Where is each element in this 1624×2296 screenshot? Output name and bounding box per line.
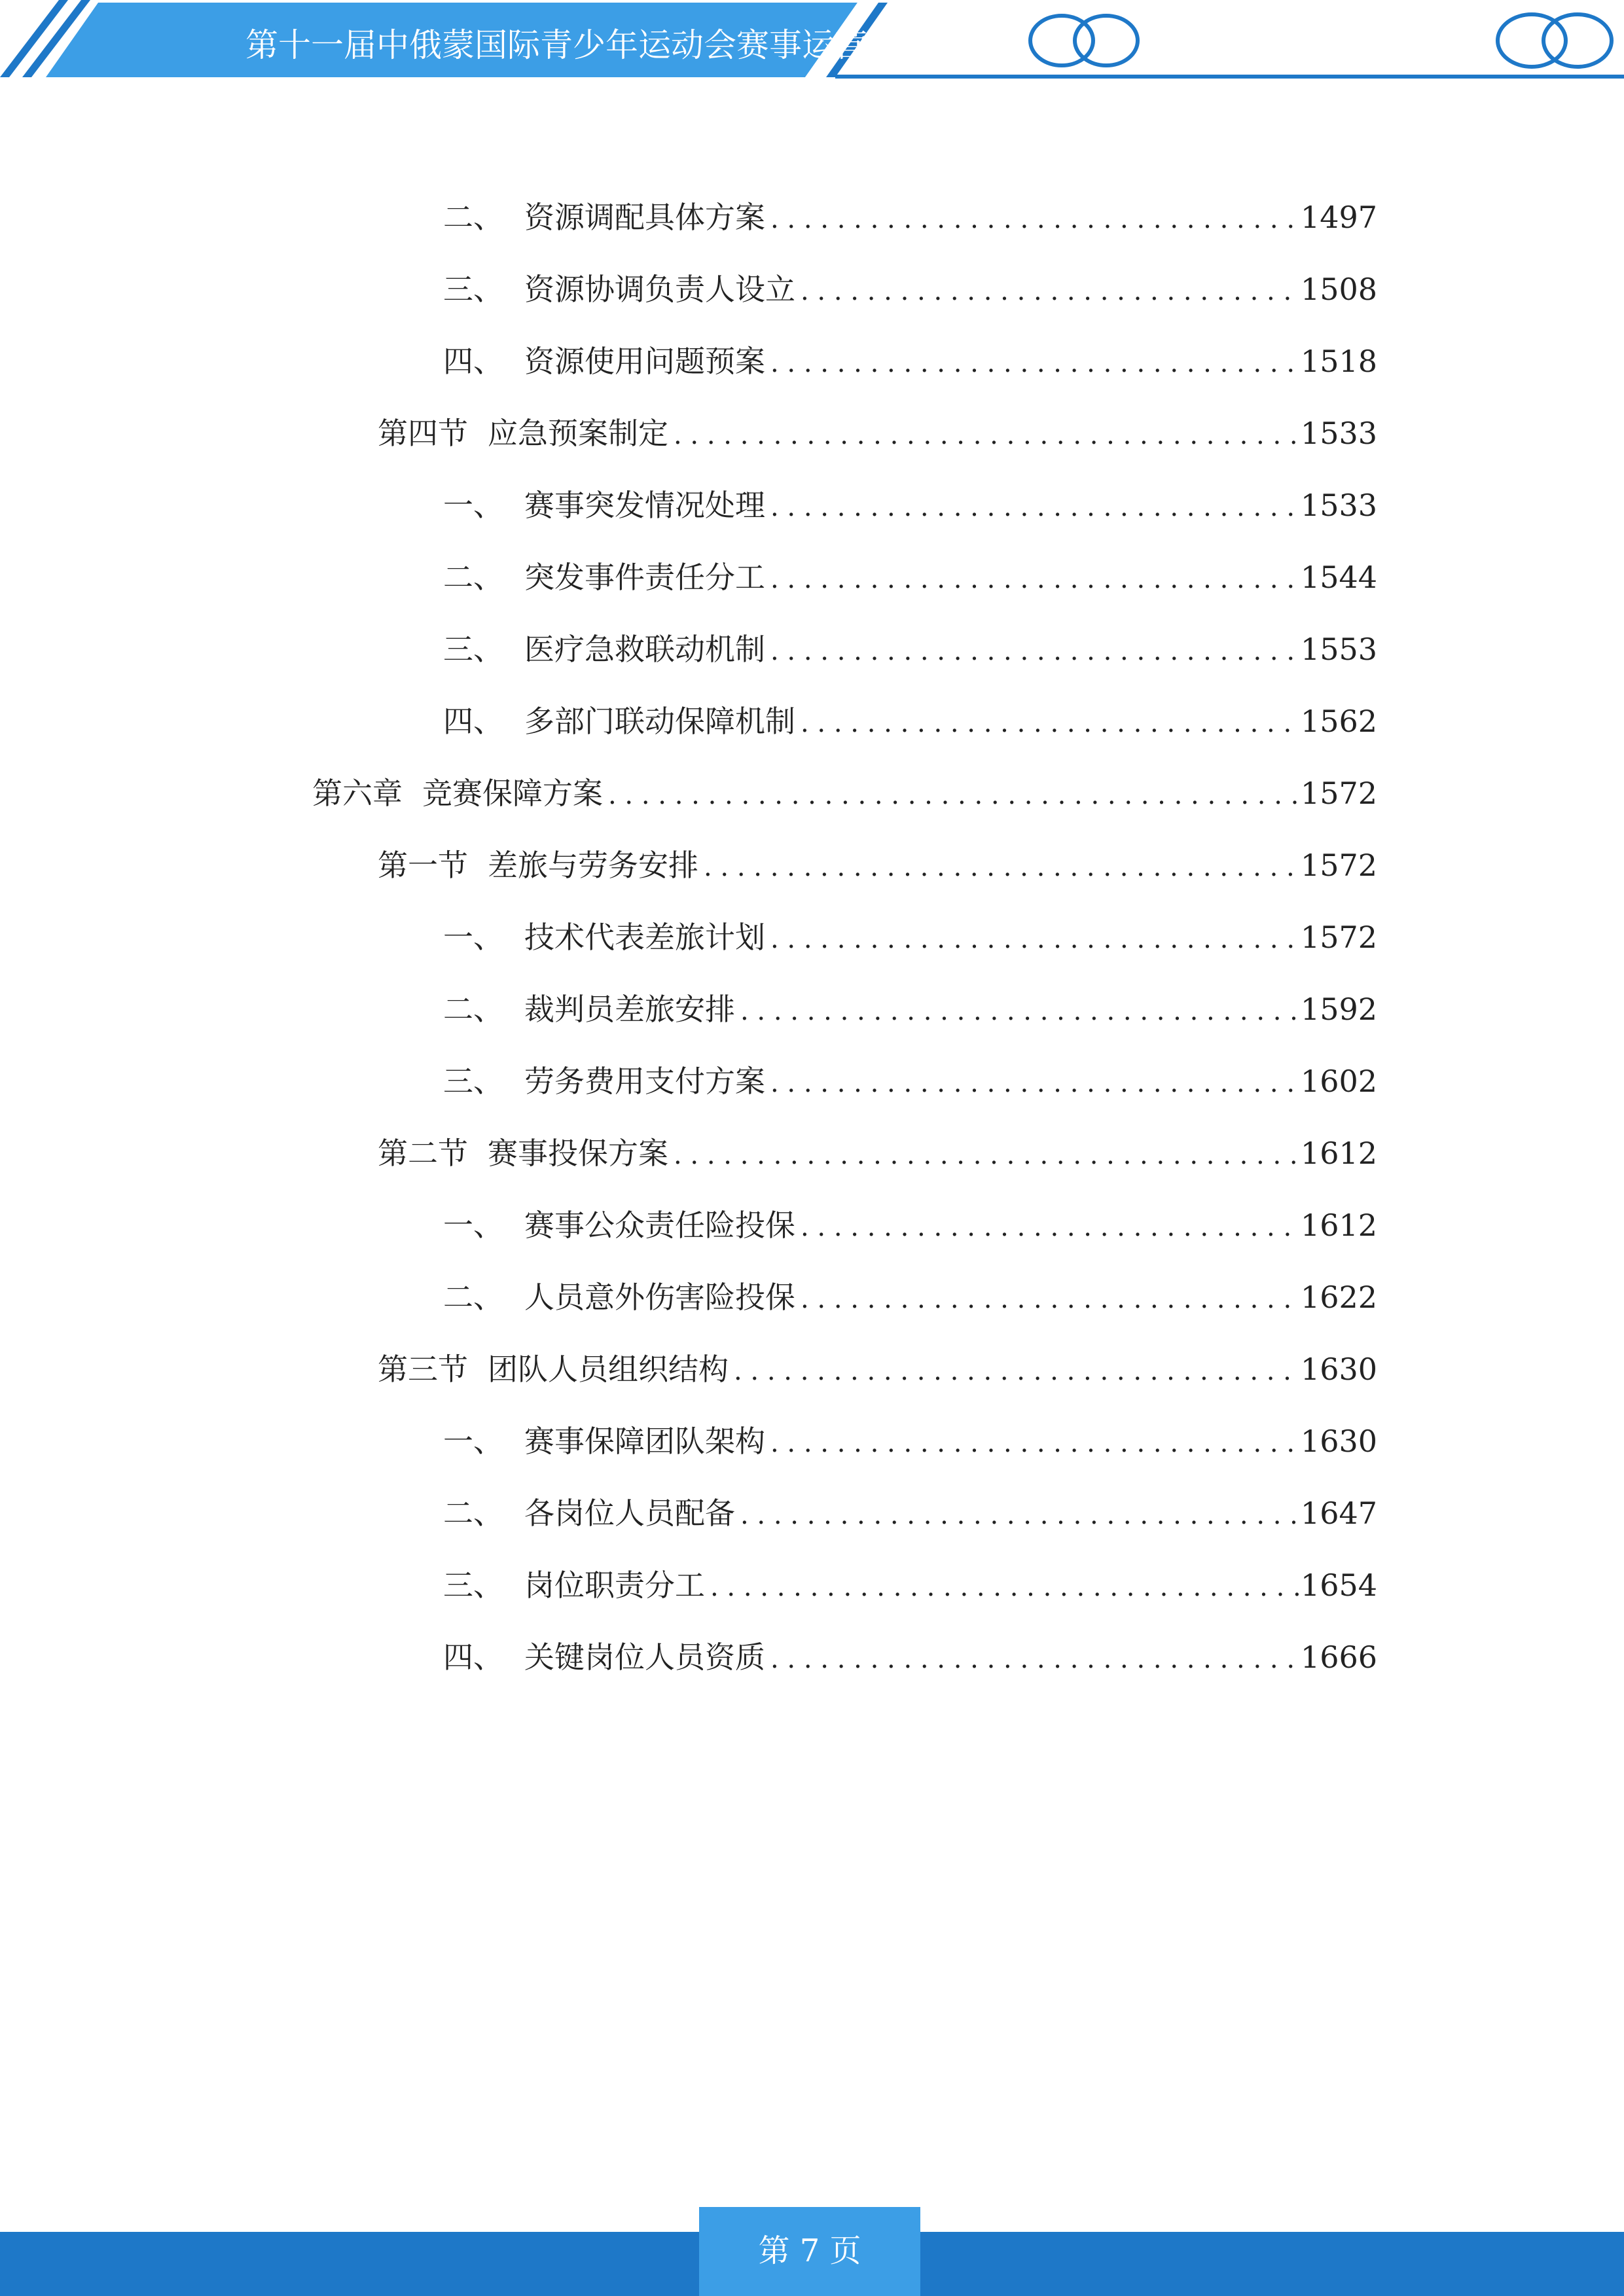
toc-entry-number: 第四节 (378, 416, 468, 451)
toc-entry-title: 岗位职责分工 (524, 1568, 705, 1603)
toc-entry-number: 三、 (443, 1568, 503, 1603)
toc-entry-number: 三、 (443, 272, 503, 307)
toc-entry-title: 赛事保障团队架构 (524, 1424, 765, 1459)
toc-dot-leader (795, 1276, 1301, 1322)
toc-entry-title: 资源使用问题预案 (524, 344, 765, 379)
toc-entry[interactable] (443, 1634, 1377, 1680)
toc-entry-number: 第二节 (378, 1136, 468, 1171)
toc-entry-title: 医疗急救联动机制 (524, 632, 765, 667)
toc-dot-leader (668, 412, 1301, 458)
toc-dot-leader (603, 772, 1301, 818)
toc-entry-number: 二、 (443, 200, 503, 235)
toc-dot-leader (765, 484, 1301, 530)
toc-dot-leader (795, 700, 1301, 746)
toc-entry-number: 一、 (443, 1424, 503, 1459)
toc-entry-number: 四、 (443, 344, 503, 379)
toc-entry[interactable] (443, 1490, 1377, 1536)
toc-entry-page: 1518 (1300, 344, 1377, 379)
toc-entry-title: 技术代表差旅计划 (524, 920, 765, 955)
toc-entry-title: 资源调配具体方案 (524, 200, 765, 235)
toc-entry-page: 1592 (1300, 992, 1377, 1027)
toc-entry[interactable] (443, 482, 1377, 528)
toc-entry-page: 1602 (1300, 1064, 1377, 1099)
toc-entry[interactable] (443, 1202, 1377, 1248)
toc-entry-title: 多部门联动保障机制 (524, 704, 795, 739)
toc-entry-title: 各岗位人员配备 (524, 1496, 735, 1531)
toc-entry-title: 赛事突发情况处理 (524, 488, 765, 523)
toc-entry-number: 二、 (443, 1496, 503, 1531)
toc-entry-page: 1647 (1300, 1496, 1377, 1531)
toc-entry[interactable] (378, 842, 1377, 888)
page-number: 第 7 页 (758, 2233, 861, 2269)
toc-entry-page: 1612 (1300, 1208, 1377, 1243)
toc-entry-page: 1544 (1300, 560, 1377, 595)
toc-dot-leader (729, 1348, 1301, 1394)
toc-dot-leader (668, 1132, 1301, 1178)
toc-dot-leader (735, 988, 1301, 1034)
toc-dot-leader (765, 1060, 1301, 1106)
toc-entry-number: 三、 (443, 632, 503, 667)
toc-entry[interactable] (443, 698, 1377, 744)
toc-entry[interactable] (443, 914, 1377, 960)
toc-dot-leader (705, 1564, 1301, 1610)
toc-entry-page: 1533 (1300, 416, 1377, 451)
toc-entry-page: 1612 (1300, 1136, 1377, 1171)
toc-entry-number: 一、 (443, 920, 503, 955)
toc-entry-page: 1562 (1300, 704, 1377, 739)
toc-entry-page: 1630 (1300, 1424, 1377, 1459)
header-title: 第十一届中俄蒙国际青少年运动会赛事运营 (245, 26, 867, 64)
toc-dot-leader (698, 844, 1301, 890)
toc-entry-number: 三、 (443, 1064, 503, 1099)
page-header (0, 0, 1624, 85)
toc-entry[interactable] (443, 1562, 1377, 1608)
toc-dot-leader (765, 556, 1301, 602)
toc-entry-title: 裁判员差旅安排 (524, 992, 735, 1027)
toc-entry[interactable] (443, 626, 1377, 672)
toc-entry-page: 1630 (1300, 1352, 1377, 1387)
toc-entry[interactable] (378, 1346, 1377, 1392)
toc-entry-number: 四、 (443, 704, 503, 739)
toc-entry[interactable] (443, 986, 1377, 1032)
toc-dot-leader (795, 1204, 1301, 1250)
toc-entry-number: 一、 (443, 488, 503, 523)
toc-entry-number: 第一节 (378, 848, 468, 883)
toc-entry-number: 二、 (443, 1280, 503, 1315)
toc-entry[interactable] (312, 770, 1377, 816)
toc-entry-title: 团队人员组织结构 (488, 1352, 729, 1387)
toc-entry-title: 差旅与劳务安排 (488, 848, 698, 883)
toc-entry-number: 第三节 (378, 1352, 468, 1387)
toc-entry[interactable] (443, 554, 1377, 600)
rings-logo-icon (1498, 14, 1612, 67)
toc-dot-leader (765, 1420, 1301, 1466)
toc-dot-leader (765, 628, 1301, 674)
toc-entry-title: 突发事件责任分工 (524, 560, 765, 595)
toc-entry-page: 1508 (1300, 272, 1377, 307)
toc-entry-page: 1666 (1300, 1640, 1377, 1675)
toc-entry-page: 1622 (1300, 1280, 1377, 1315)
toc-entry-page: 1533 (1300, 488, 1377, 523)
toc-entry[interactable] (443, 1418, 1377, 1464)
toc-entry-title: 赛事投保方案 (488, 1136, 668, 1171)
toc-entry[interactable] (443, 266, 1377, 312)
toc-entry-page: 1497 (1300, 200, 1377, 235)
toc-entry[interactable] (443, 338, 1377, 384)
toc-entry-title: 关键岗位人员资质 (524, 1640, 765, 1675)
toc-entry[interactable] (443, 1274, 1377, 1320)
toc-entry-page: 1572 (1300, 920, 1377, 955)
toc-dot-leader (765, 1636, 1301, 1682)
toc-entry[interactable] (378, 1130, 1377, 1176)
toc-entry-page: 1572 (1300, 848, 1377, 883)
toc-entry[interactable] (443, 194, 1377, 240)
toc-entry-page: 1553 (1300, 632, 1377, 667)
toc-entry-number: 二、 (443, 560, 503, 595)
toc-entry-title: 竞赛保障方案 (422, 776, 603, 811)
toc-entry-title: 劳务费用支付方案 (524, 1064, 765, 1099)
toc-dot-leader (795, 268, 1301, 314)
toc-dot-leader (735, 1492, 1301, 1538)
toc-entry-title: 人员意外伤害险投保 (524, 1280, 795, 1315)
toc-dot-leader (765, 916, 1301, 962)
toc-dot-leader (765, 340, 1301, 386)
toc-entry-title: 资源协调负责人设立 (524, 272, 795, 307)
toc-entry-title: 应急预案制定 (488, 416, 668, 451)
toc-entry-title: 赛事公众责任险投保 (524, 1208, 795, 1243)
toc-entry-number: 第六章 (312, 776, 403, 811)
toc-entry-number: 一、 (443, 1208, 503, 1243)
toc-entry-number: 四、 (443, 1640, 503, 1675)
toc-dot-leader (765, 196, 1301, 242)
toc-entry-page: 1654 (1300, 1568, 1377, 1603)
toc-entry[interactable] (378, 410, 1377, 456)
toc-entry-number: 二、 (443, 992, 503, 1027)
toc-entry[interactable] (443, 1058, 1377, 1104)
toc-entry-page: 1572 (1300, 776, 1377, 811)
